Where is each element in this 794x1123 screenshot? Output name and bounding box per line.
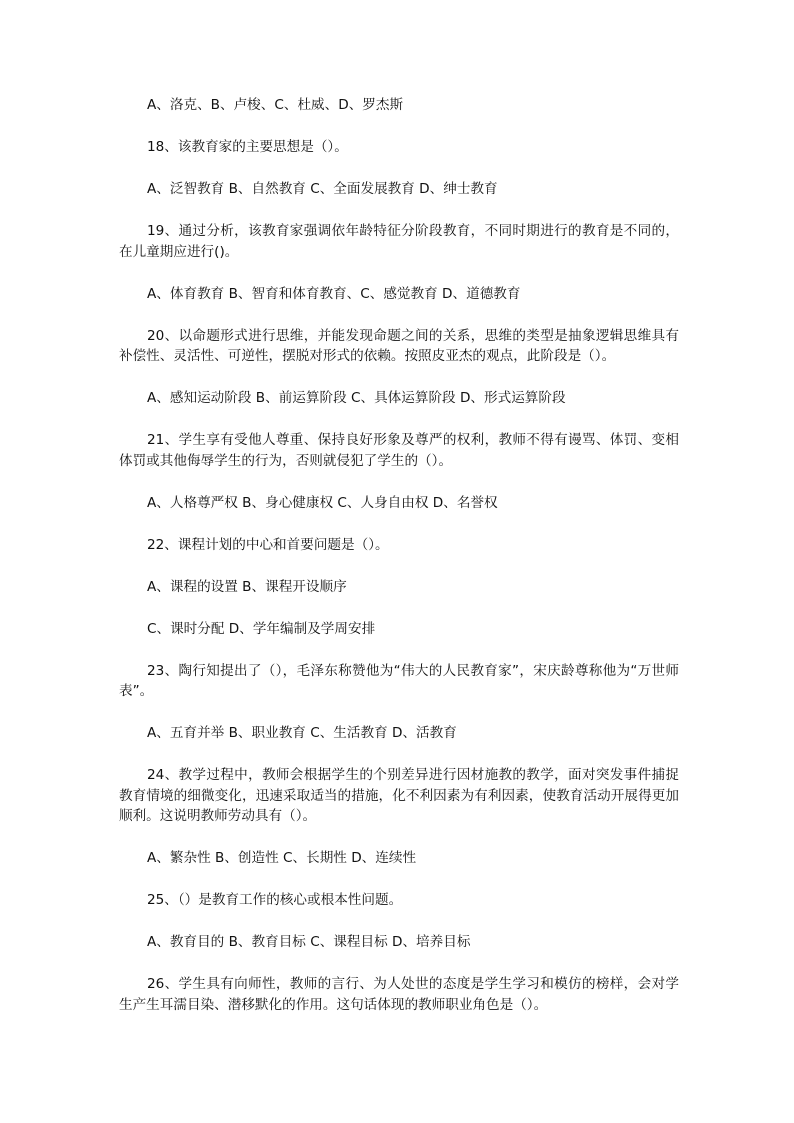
options-17: A、洛克、B、卢梭、C、杜威、D、罗杰斯 bbox=[147, 97, 404, 113]
question-18: 18、该教育家的主要思想是（）。 bbox=[147, 138, 348, 155]
question-23: 23、陶行知提出了（），毛泽东称赞他为“伟大的人民教育家”，宋庆龄尊称他为“万世师表”。 bbox=[119, 662, 679, 700]
options-19: A、体育教育 B、智育和体育教育、C、感觉教育 D、道德教育 bbox=[147, 285, 521, 302]
question-24: 24、教学过程中，教师会根据学生的个别差异进行因材施教的教学，面对突发事件捕捉教育情境的细微变化，迅速采取适当的措施，化不利因素为有利因素，使教育活动开展得更加顺利。这说明教师劳动具有（）。 bbox=[119, 767, 679, 825]
options-22-ab: A、课程的设置 B、课程开设顺序 bbox=[147, 578, 347, 595]
options-18: A、泛智教育 B、自然教育 C、全面发展教育 D、绅士教育 bbox=[147, 180, 498, 197]
options-22-cd: C、课时分配 D、学年编制及学周安排 bbox=[147, 620, 376, 637]
options-20: A、感知运动阶段 B、前运算阶段 C、具体运算阶段 D、形式运算阶段 bbox=[147, 390, 566, 407]
question-19: 19、通过分析，该教育家强调依年龄特征分阶段教育，不同时期进行的教育是不同的，在儿童期应进行()。 bbox=[119, 222, 679, 260]
document-page bbox=[119, 95, 679, 1037]
options-21: A、人格尊严权 B、身心健康权 C、人身自由权 D、名誉权 bbox=[147, 494, 498, 511]
options-23: A、五育并举 B、职业教育 C、生活教育 D、活教育 bbox=[147, 725, 457, 742]
question-22: 22、课程计划的中心和首要问题是（）。 bbox=[147, 536, 389, 553]
options-24: A、繁杂性 B、创造性 C、长期性 D、连续性 bbox=[147, 850, 417, 867]
question-25: 25、（）是教育工作的核心或根本性问题。 bbox=[147, 892, 403, 909]
question-20: 20、以命题形式进行思维，并能发现命题之间的关系，思维的类型是抽象逻辑思维具有补偿性、灵活性、可逆性，摆脱对形式的依赖。按照皮亚杰的观点，此阶段是（）。 bbox=[119, 327, 679, 365]
question-21: 21、学生享有受他人尊重、保持良好形象及尊严的权利，教师不得有谩骂、体罚、变相体罚或其他侮辱学生的行为，否则就侵犯了学生的（）。 bbox=[119, 432, 679, 469]
options-25: A、教育目的 B、教育目标 C、课程目标 D、培养目标 bbox=[147, 934, 471, 951]
question-26: 26、学生具有向师性，教师的言行、为人处世的态度是学生学习和模仿的榜样，会对学生产生耳濡目染、潜移默化的作用。这句话体现的教师职业角色是（）。 bbox=[119, 976, 679, 1013]
